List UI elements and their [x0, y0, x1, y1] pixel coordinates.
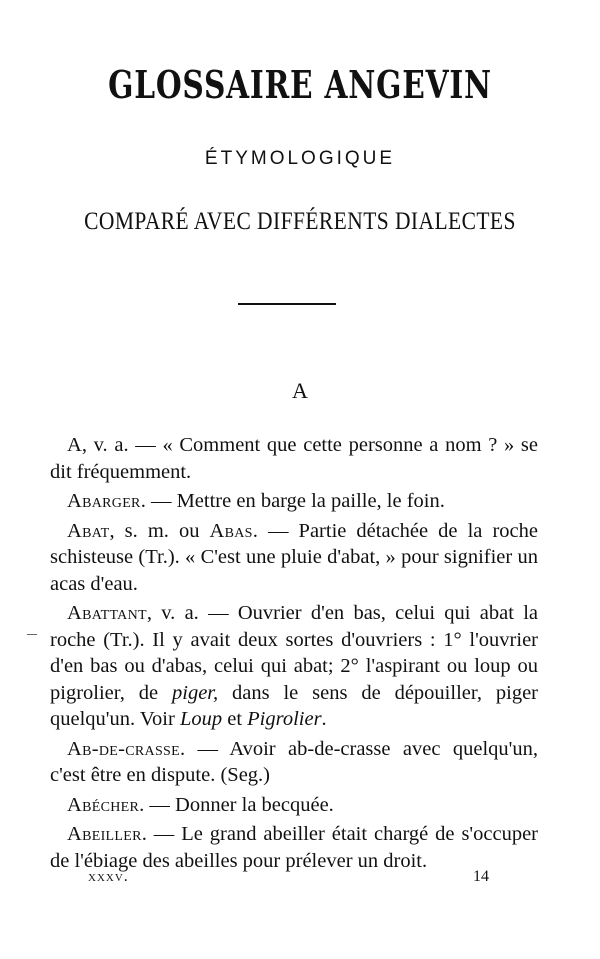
- entry-definition: . — Avoir ab-de-crasse avec quelqu'un, c'est être en dispute. (Seg.): [50, 737, 538, 786]
- entry-italic-term: piger,: [172, 681, 219, 704]
- glossary-entry: [50, 792, 538, 819]
- title-divider: [238, 303, 336, 305]
- entry-definition: . — Le grand abeiller était chargé de s'occuper de l'ébiage des abeilles pour prélever un droit.: [50, 823, 538, 872]
- glossary-entry: [50, 600, 538, 733]
- glossary-entry: [50, 432, 538, 485]
- glossary-entry: [50, 736, 538, 789]
- page-subtitle: ÉTYMOLOGIQUE: [204, 148, 396, 169]
- entry-definition: .: [321, 708, 327, 730]
- entry-definition: . — Donner la becquée.: [139, 793, 334, 816]
- entry-headword: Abécher: [67, 793, 140, 816]
- entry-definition: , v. a. — « Comment que cette personne a nom ? » se dit fréquemment.: [50, 434, 538, 483]
- section-letter: A: [292, 378, 308, 403]
- signature-mark: xxxv.: [88, 868, 129, 885]
- entry-definition: . — Mettre en barge la paille, le foin.: [140, 490, 445, 512]
- glossary-entry: [50, 488, 538, 515]
- entry-headword: Abat: [67, 519, 110, 542]
- entry-definition: , v. a. — Ouvrier d'en bas, celui qui abat la roche (Tr.). Il y avait deux sortes d'ouvriers : 1° l'ouvrier d'en bas ou d'abas, celui qui abat; 2° l'aspirant ou loup ou pigrolier, de: [50, 602, 538, 704]
- entry-headword: Abeiller: [67, 823, 142, 845]
- entry-italic-term: Pigrolier: [247, 708, 322, 730]
- entry-italic-term: Loup: [179, 708, 223, 730]
- page-title: GLOSSAIRE ANGEVIN: [108, 62, 492, 107]
- glossary-entry: [50, 518, 538, 598]
- entry-definition: . — Partie détachée de la roche schisteuse (Tr.). « C'est une pluie d'abat, » pour signifier un acas d'eau.: [50, 519, 538, 595]
- entry-headword: A: [67, 434, 82, 456]
- glossary-body: [50, 432, 538, 877]
- glossary-entry: [50, 821, 538, 874]
- page-subtitle-secondary: COMPARÉ AVEC DIFFÉRENTS DIALECTES: [84, 208, 516, 235]
- entry-definition: et: [222, 708, 248, 730]
- margin-mark: [27, 634, 37, 635]
- page-number: 14: [473, 868, 489, 885]
- entry-headword-variant: Abas: [209, 519, 253, 542]
- entry-headword: Abarger: [67, 490, 141, 512]
- entry-headword: Abattant: [67, 602, 147, 624]
- entry-definition: , s. m. ou: [109, 519, 210, 542]
- entry-definition: dans le sens de dépouiller, piger quelqu'un. Voir: [50, 681, 538, 730]
- entry-headword: Ab-de-crasse: [67, 737, 180, 760]
